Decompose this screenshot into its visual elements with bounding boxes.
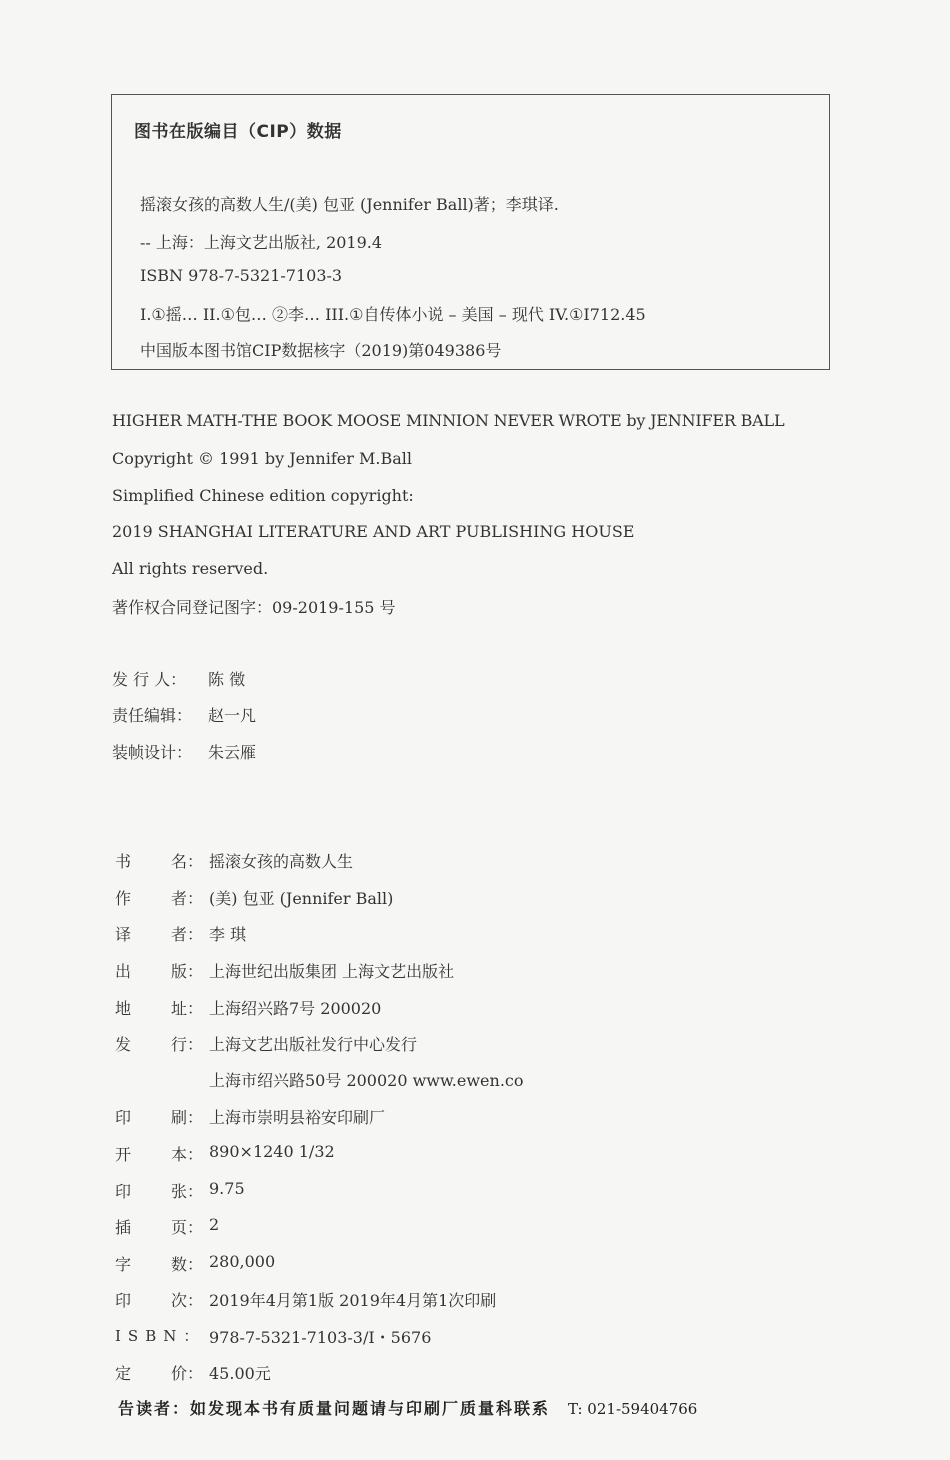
copyright-line: Copyright © 1991 by Jennifer M.Ball [112, 449, 412, 468]
reader-notice [118, 1396, 697, 1419]
info-label-char: 字 [115, 1255, 132, 1274]
info-label-char: 行： [171, 1035, 204, 1054]
info-value: 李 琪 [209, 925, 247, 944]
cip-line-publisher: -- 上海：上海文艺出版社, 2019.4 [140, 233, 383, 252]
info-label-char: 定 [115, 1364, 132, 1383]
rights-reserved: All rights reserved. [112, 559, 269, 578]
staff-value: 陈 徵 [208, 670, 246, 689]
info-label-char: 数： [171, 1255, 204, 1274]
info-label-char: 作 [115, 889, 132, 908]
info-label-char: 印 [115, 1182, 132, 1201]
info-label-char: 刷： [171, 1108, 204, 1127]
info-label-char: 书 [115, 852, 132, 871]
info-value: 280,000 [209, 1252, 276, 1271]
info-label-char: 发 [115, 1035, 132, 1054]
info-value: (美) 包亚 (Jennifer Ball) [209, 889, 394, 908]
notice-phone: T: 021-59404766 [568, 1400, 698, 1418]
staff-publisher [112, 667, 245, 690]
cip-line-classification: I.①摇… II.①包… ②李… III.①自传体小说 – 美国 – 现代 IV.①I712.45 [140, 305, 646, 324]
info-label-char: 地 [115, 999, 132, 1018]
info-label-char: 版： [171, 962, 204, 981]
info-label-char: 价： [171, 1364, 204, 1383]
info-value: 上海世纪出版集团 上海文艺出版社 [209, 962, 455, 981]
info-value: 上海绍兴路7号 200020 [209, 999, 382, 1018]
info-value: 45.00元 [209, 1364, 271, 1383]
cip-line-number: 中国版本图书馆CIP数据核字（2019)第049386号 [140, 341, 502, 360]
edition-copyright-label: Simplified Chinese edition copyright: [112, 486, 414, 505]
info-label-char: 名： [171, 852, 204, 871]
staff-value: 赵一凡 [208, 706, 257, 725]
contract-registration: 著作权合同登记图字：09-2019-155 号 [112, 598, 396, 617]
info-value: 2 [209, 1215, 220, 1234]
cip-data-box [111, 94, 830, 370]
info-value: 上海市崇明县裕安印刷厂 [209, 1108, 386, 1127]
info-label-char: 张： [171, 1182, 204, 1201]
info-value: 摇滚女孩的高数人生 [209, 852, 354, 871]
info-value: 2019年4月第1版 2019年4月第1次印刷 [209, 1291, 497, 1310]
info-label-char: 插 [115, 1218, 132, 1237]
info-value: 890×1240 1/32 [209, 1142, 335, 1161]
staff-value: 朱云雁 [208, 743, 257, 762]
info-label-char: 次： [171, 1291, 204, 1310]
info-label-char: 印 [115, 1291, 132, 1310]
cip-line-title: 摇滚女孩的高数人生/(美) 包亚 (Jennifer Ball)著；李琪译. [140, 195, 559, 214]
info-value: 9.75 [209, 1179, 245, 1198]
cip-line-isbn: ISBN 978-7-5321-7103-3 [140, 266, 343, 285]
staff-label: 装帧设计： [112, 743, 193, 762]
cip-title: 图书在版编目（CIP）数据 [134, 122, 342, 142]
staff-designer [112, 740, 256, 763]
info-label-char: 者： [171, 889, 204, 908]
info-label-char: 译 [115, 925, 132, 944]
info-label-char: 址： [171, 999, 204, 1018]
info-label-char: 出 [115, 962, 132, 981]
notice-text: 告读者：如发现本书有质量问题请与印刷厂质量科联系 [118, 1399, 551, 1418]
isbn-label: ISBN： [115, 1327, 206, 1345]
info-value: 上海文艺出版社发行中心发行 [209, 1035, 418, 1054]
staff-editor [112, 703, 256, 726]
staff-label: 发 行 人： [112, 670, 187, 689]
info-value: 上海市绍兴路50号 200020 www.ewen.co [209, 1071, 524, 1090]
info-label-char: 本： [171, 1145, 204, 1164]
info-label-char: 开 [115, 1145, 132, 1164]
info-label-char: 者： [171, 925, 204, 944]
info-value: 978-7-5321-7103-3/I・5676 [209, 1328, 432, 1347]
original-title: HIGHER MATH-THE BOOK MOOSE MINNION NEVER WROTE by JENNIFER BALL [112, 411, 785, 430]
edition-copyright-holder: 2019 SHANGHAI LITERATURE AND ART PUBLISHING HOUSE [112, 522, 635, 541]
info-label-char: 印 [115, 1108, 132, 1127]
info-label-char: 页： [171, 1218, 204, 1237]
staff-label: 责任编辑： [112, 706, 193, 725]
